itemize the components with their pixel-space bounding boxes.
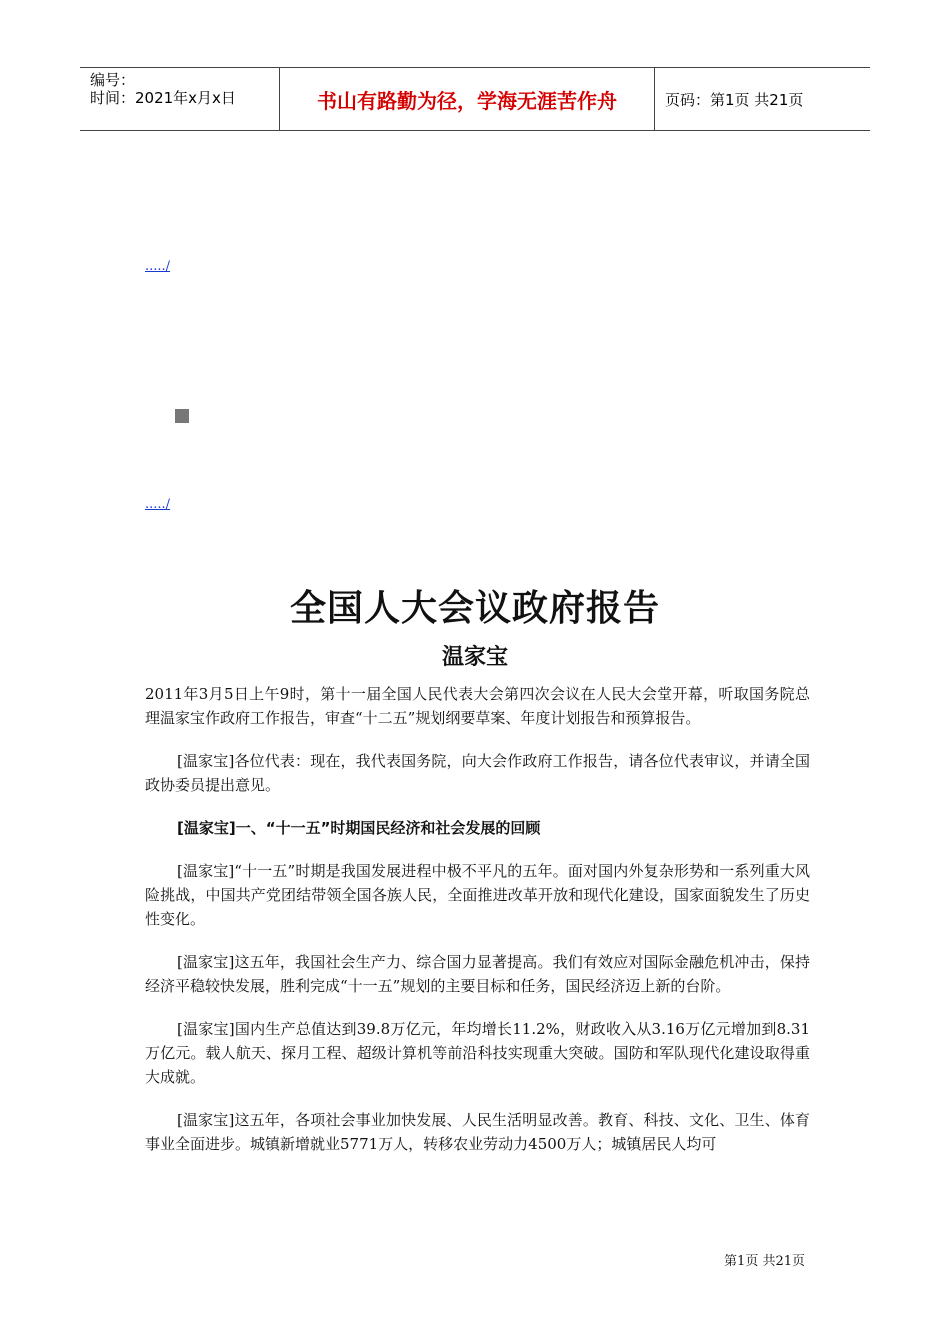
ellipsis-link-2[interactable]: ...../ [145,497,171,512]
ellipsis-link-1[interactable]: ...../ [145,259,171,274]
header-motto: 书山有路勤为径，学海无涯苦作舟 [280,68,655,130]
page-footer: 第1页 共21页 [724,1254,805,1269]
section-heading: [温家宝]一、“十一五”时期国民经济和社会发展的回顾 [177,819,541,837]
body-paragraph: [温家宝]“十一五”时期是我国发展进程中极不平凡的五年。面对国内外复杂形势和一系列重大风险挑战，中国共产党团结带领全国各族人民，全面推进改革开放和现代化建设，国家面貌发生了历史性变化。 [145,862,810,928]
body-paragraph: [温家宝]国内生产总值达到39.8万亿元，年均增长11.2%，财政收入从3.16万亿元增加到8.31万亿元。载人航天、探月工程、超级计算机等前沿科技实现重大突破。国防和军队现代化建设取得重大成就。 [145,1020,810,1086]
broken-image-icon [175,409,189,423]
body-paragraph: [温家宝]各位代表：现在，我代表国务院，向大会作政府工作报告，请各位代表审议，并请全国政协委员提出意见。 [145,752,810,794]
page-header [80,67,870,131]
time-label: 时间：2021年x月x日 [90,89,236,107]
document-author: 温家宝 [441,645,508,670]
document-body [145,682,810,1175]
document-title: 全国人大会议政府报告 [289,588,660,629]
header-meta [80,68,280,130]
intro-paragraph: 2011年3月5日上午9时，第十一届全国人民代表大会第四次会议在人民大会堂开幕，听取国务院总理温家宝作政府工作报告，审查“十二五”规划纲要草案、年度计划报告和预算报告。 [145,685,810,727]
header-page-info: 页码：第1页 共21页 [665,90,804,109]
body-paragraph: [温家宝]这五年，各项社会事业加快发展、人民生活明显改善。教育、科技、文化、卫生、体育事业全面进步。城镇新增就业5771万人，转移农业劳动力4500万人；城镇居民人均可 [145,1111,810,1153]
body-paragraph: [温家宝]这五年，我国社会生产力、综合国力显著提高。我们有效应对国际金融危机冲击，保持经济平稳较快发展，胜利完成“十一五”规划的主要目标和任务，国民经济迈上新的台阶。 [145,953,810,995]
serial-label: 编号： [90,71,136,89]
